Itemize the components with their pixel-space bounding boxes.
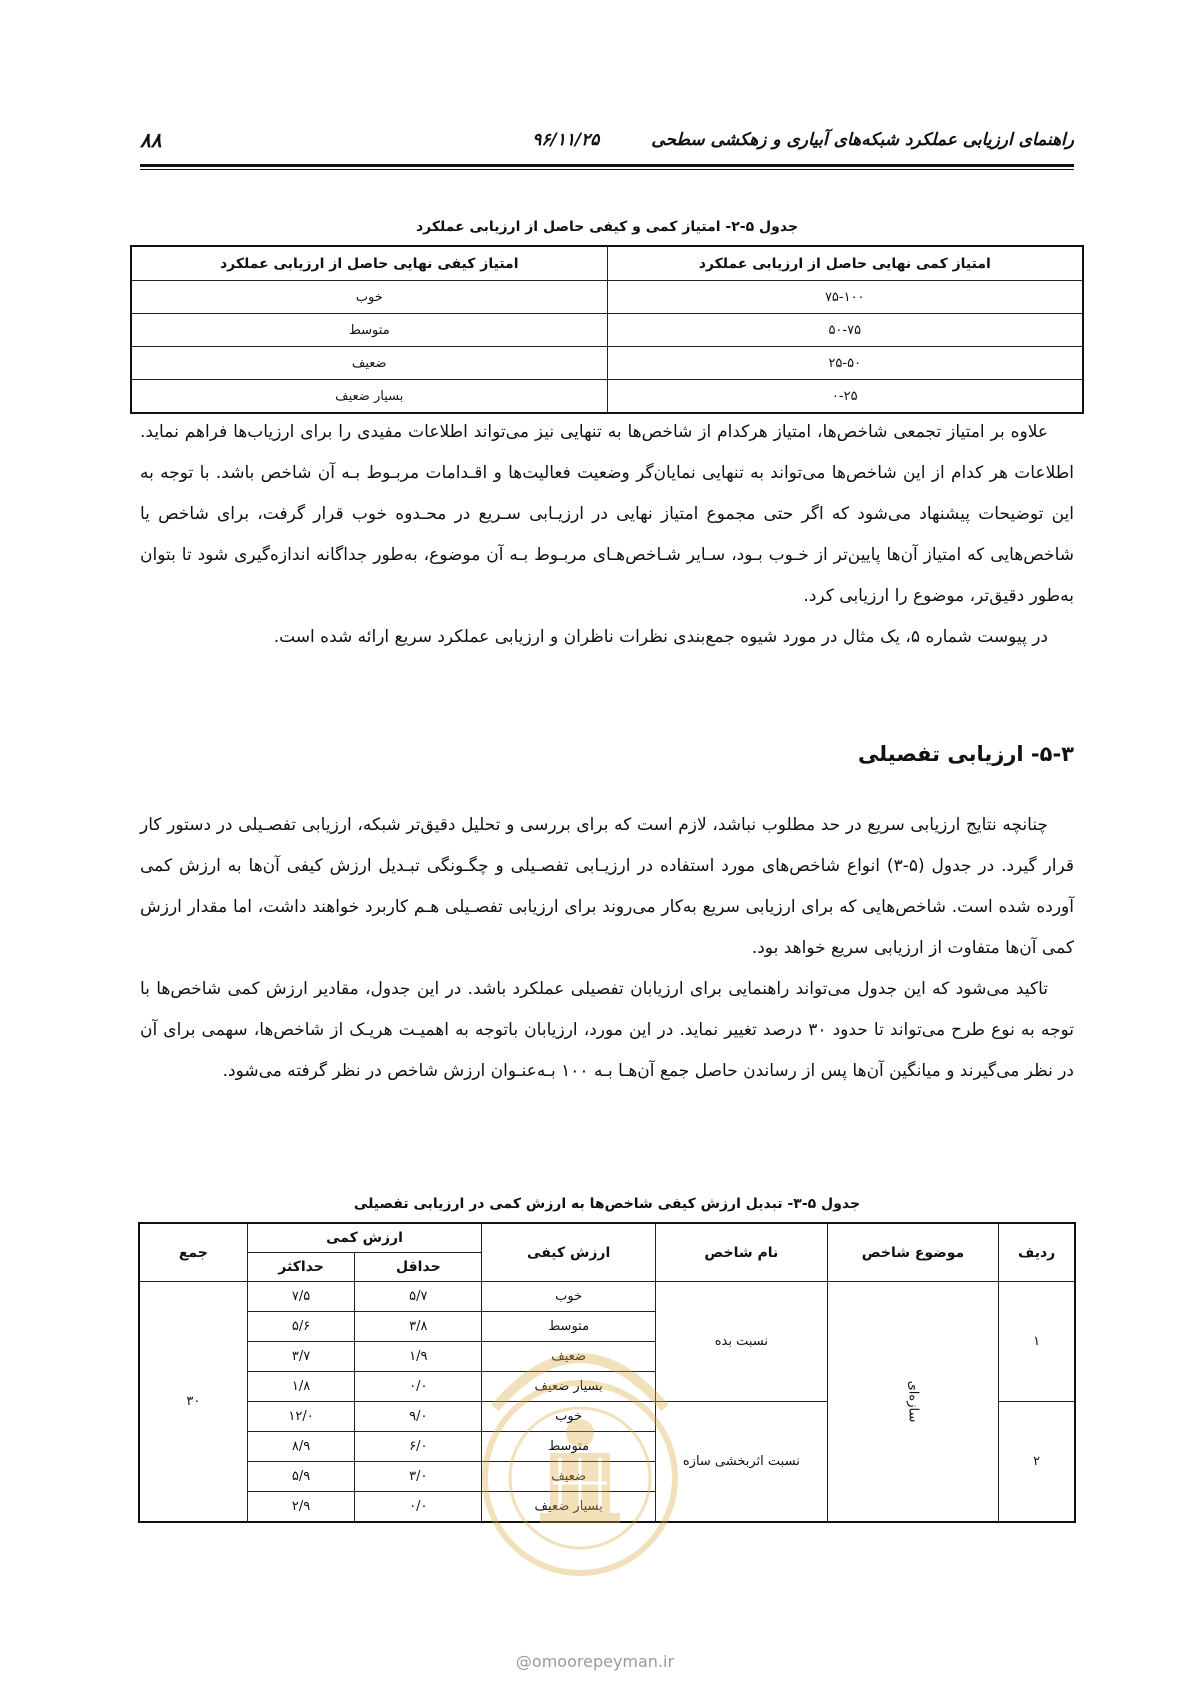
table2-cell-min: ۰/۰ — [355, 1492, 482, 1523]
table2-cell-qual: بسیار ضعیف — [482, 1372, 656, 1402]
table1-header-qual: امتیاز کیفی نهایی حاصل از ارزیابی عملکرد — [131, 246, 607, 281]
paragraph: چنانچه نتایج ارزیابی سریع در حد مطلوب نباشد، لازم است که برای بررسی و تحلیل دقیق‌تر شبکه، ارزیابی تفصـیلی در دستور کار قرار گیرد. در جدول (۵-۳) انواع شاخص‌های مورد استفاده در ارزیـابی تفصـیلی و چگـونگی تبـدیل ارزش کیفی آن‌ها به ارزش کمی آورده شده است. شاخص‌هایی که برای ارزیابی سریع به‌کار می‌روند برای ارزیابی تفصـیلی هـم کاربرد خواهند داشت، اما مقدار ارزش کمی آن‌ها متفاوت از ارزیابی سریع خواهد بود. — [140, 815, 1074, 958]
table2-header-min: حداقل — [355, 1253, 482, 1282]
paragraph: علاوه بر امتیاز تجمعی شاخص‌ها، امتیاز هرکدام از شاخص‌ها به تنهایی نیز می‌تواند اطلاعات مفیدی را برای ارزیاب‌ها فراهم نماید. اطلاعات هر کدام از این شاخص‌ها می‌تواند به تنهایی نمایان‌گر وضعیت فعالیت‌ها و اقـدامات مربـوط بـه آن شاخص باشد. با توجه به این توضیحات پیشنهاد می‌شود که اگر حتی مجموع امتیاز نهایی در ارزیـابی سـریع در محـدوه خوب قرار گرفت، برای شاخص یا شاخص‌هایی که امتیاز آن‌ها پایین‌تر از خـوب بـود، سـایر شـاخص‌هـای مربـوط بـه آن موضوع، به‌طور جداگانه اندازه‌گیری شود تا بتوان به‌طور دقیق‌تر، موضوع را ارزیابی کرد. — [140, 422, 1074, 606]
header-date: ۹۶/۱۱/۲۵ — [532, 130, 600, 150]
table2-cell-qual: ضعیف — [482, 1342, 656, 1372]
table2-cell-qual: خوب — [482, 1402, 656, 1432]
table-row — [131, 347, 1083, 380]
table-row — [131, 281, 1083, 314]
table-row — [139, 1282, 1075, 1312]
table2-cell-qual: متوسط — [482, 1432, 656, 1462]
table1 — [130, 245, 1084, 414]
table2-cell-min: ۰/۰ — [355, 1372, 482, 1402]
table1-cell-quant: ۰-۲۵ — [607, 380, 1083, 414]
table2-cell-max: ۸/۹ — [247, 1432, 355, 1462]
table-row — [131, 314, 1083, 347]
table1-header-quant: امتیاز کمی نهایی حاصل از ارزیابی عملکرد — [607, 246, 1083, 281]
table2-header-name: نام شاخص — [656, 1223, 828, 1282]
section-title: ۵-۳- ارزیابی تفصیلی — [857, 742, 1074, 766]
table2-cell-min: ۳/۸ — [355, 1312, 482, 1342]
table2-cell-qual: خوب — [482, 1282, 656, 1312]
table1-cell-quant: ۷۵-۱۰۰ — [607, 281, 1083, 314]
table2-cell-min: ۹/۰ — [355, 1402, 482, 1432]
table1-cell-quant: ۲۵-۵۰ — [607, 347, 1083, 380]
table2-cell-max: ۲/۹ — [247, 1492, 355, 1523]
table2-cell-min: ۱/۹ — [355, 1342, 482, 1372]
table2-cell-max: ۳/۷ — [247, 1342, 355, 1372]
table2-header-qual: ارزش کیفی — [482, 1223, 656, 1282]
table2-cell-max: ۵/۹ — [247, 1462, 355, 1492]
table2-cell-qual: متوسط — [482, 1312, 656, 1342]
table1-cell-qual: خوب — [131, 281, 607, 314]
table1-cell-qual: بسیار ضعیف — [131, 380, 607, 414]
table2 — [138, 1222, 1076, 1523]
table2-cell-min: ۵/۷ — [355, 1282, 482, 1312]
table2-cell-max: ۱/۸ — [247, 1372, 355, 1402]
table2-cell-min: ۶/۰ — [355, 1432, 482, 1462]
table2-cell-name: نسبت بده — [656, 1282, 828, 1402]
table2-cell-row-no: ۱ — [999, 1282, 1075, 1402]
table2-cell-sum: ۳۰ — [139, 1282, 247, 1523]
table2-header-sum: جمع — [139, 1223, 247, 1282]
header-book-title: راهنمای ارزیابی عملکرد شبکه‌های آبیاری و زهکشی سطحی — [651, 130, 1074, 150]
paragraph-block-1 — [140, 412, 1074, 658]
table2-cell-max: ۷/۵ — [247, 1282, 355, 1312]
table1-cell-quant: ۵۰-۷۵ — [607, 314, 1083, 347]
table1-header-row — [131, 246, 1083, 281]
header-title — [532, 130, 1074, 150]
table2-header-row — [139, 1223, 1075, 1253]
table2-cell-qual: بسیار ضعیف — [482, 1492, 656, 1523]
at-icon: @ — [515, 1652, 532, 1671]
table2-cell-min: ۳/۰ — [355, 1462, 482, 1492]
table1-caption: جدول ۵-۲- امتیاز کمی و کیفی حاصل از ارزیابی عملکرد — [415, 219, 799, 235]
table2-cell-subject: سازه‌ای — [827, 1282, 999, 1523]
watermark-site — [0, 1652, 1190, 1671]
table1-cell-qual: ضعیف — [131, 347, 607, 380]
table2-cell-qual: ضعیف — [482, 1462, 656, 1492]
table2-cell-name: نسبت اثربخشی سازه — [656, 1402, 828, 1523]
paragraph: در پیوست شماره ۵، یک مثال در مورد شیوه جمع‌بندی نظرات ناظران و ارزیابی عملکرد سریع ارائه شده است. — [273, 627, 1048, 647]
table1-cell-qual: متوسط — [131, 314, 607, 347]
header-rule-thin — [140, 169, 1074, 170]
table2-caption: جدول ۵-۳- تبدیل ارزش کیفی شاخص‌ها به ارزش کمی در ارزیابی تفصیلی — [353, 1196, 861, 1212]
table2-header-quant: ارزش کمی — [247, 1223, 482, 1253]
page-number: ۸۸ — [140, 128, 162, 152]
table2-cell-max: ۱۲/۰ — [247, 1402, 355, 1432]
table2-header-max: حداکثر — [247, 1253, 355, 1282]
header-rule-thick — [140, 164, 1074, 167]
paragraph: تاکید می‌شود که این جدول می‌تواند راهنمایی برای ارزیابان تفصیلی عملکرد باشد. در این جدول، مقادیر ارزش کمی شاخص‌ها با توجه به نوع طرح می‌تواند تا حدود ۳۰ درصد تغییر نماید. در این مورد، ارزیابان باتوجه به اهمیـت هریـک از شاخص‌ها، سهمی برای آن در نظر می‌گیرند و میانگین آن‌ها پس از رساندن حاصل جمع آن‌هـا بـه ۱۰۰ بـه‌عنـوان ارزش شاخص در نظر گرفته می‌شود. — [140, 979, 1075, 1081]
table-row — [131, 380, 1083, 414]
watermark-site-text: omoorepeyman.ir — [531, 1652, 675, 1671]
table2-header-row-no: ردیف — [999, 1223, 1075, 1282]
running-header — [140, 128, 1074, 162]
table2-header-subject: موضوع شاخص — [827, 1223, 999, 1282]
table2-cell-row-no: ۲ — [999, 1402, 1075, 1523]
table2-cell-max: ۵/۶ — [247, 1312, 355, 1342]
paragraph-block-2 — [140, 805, 1074, 1092]
